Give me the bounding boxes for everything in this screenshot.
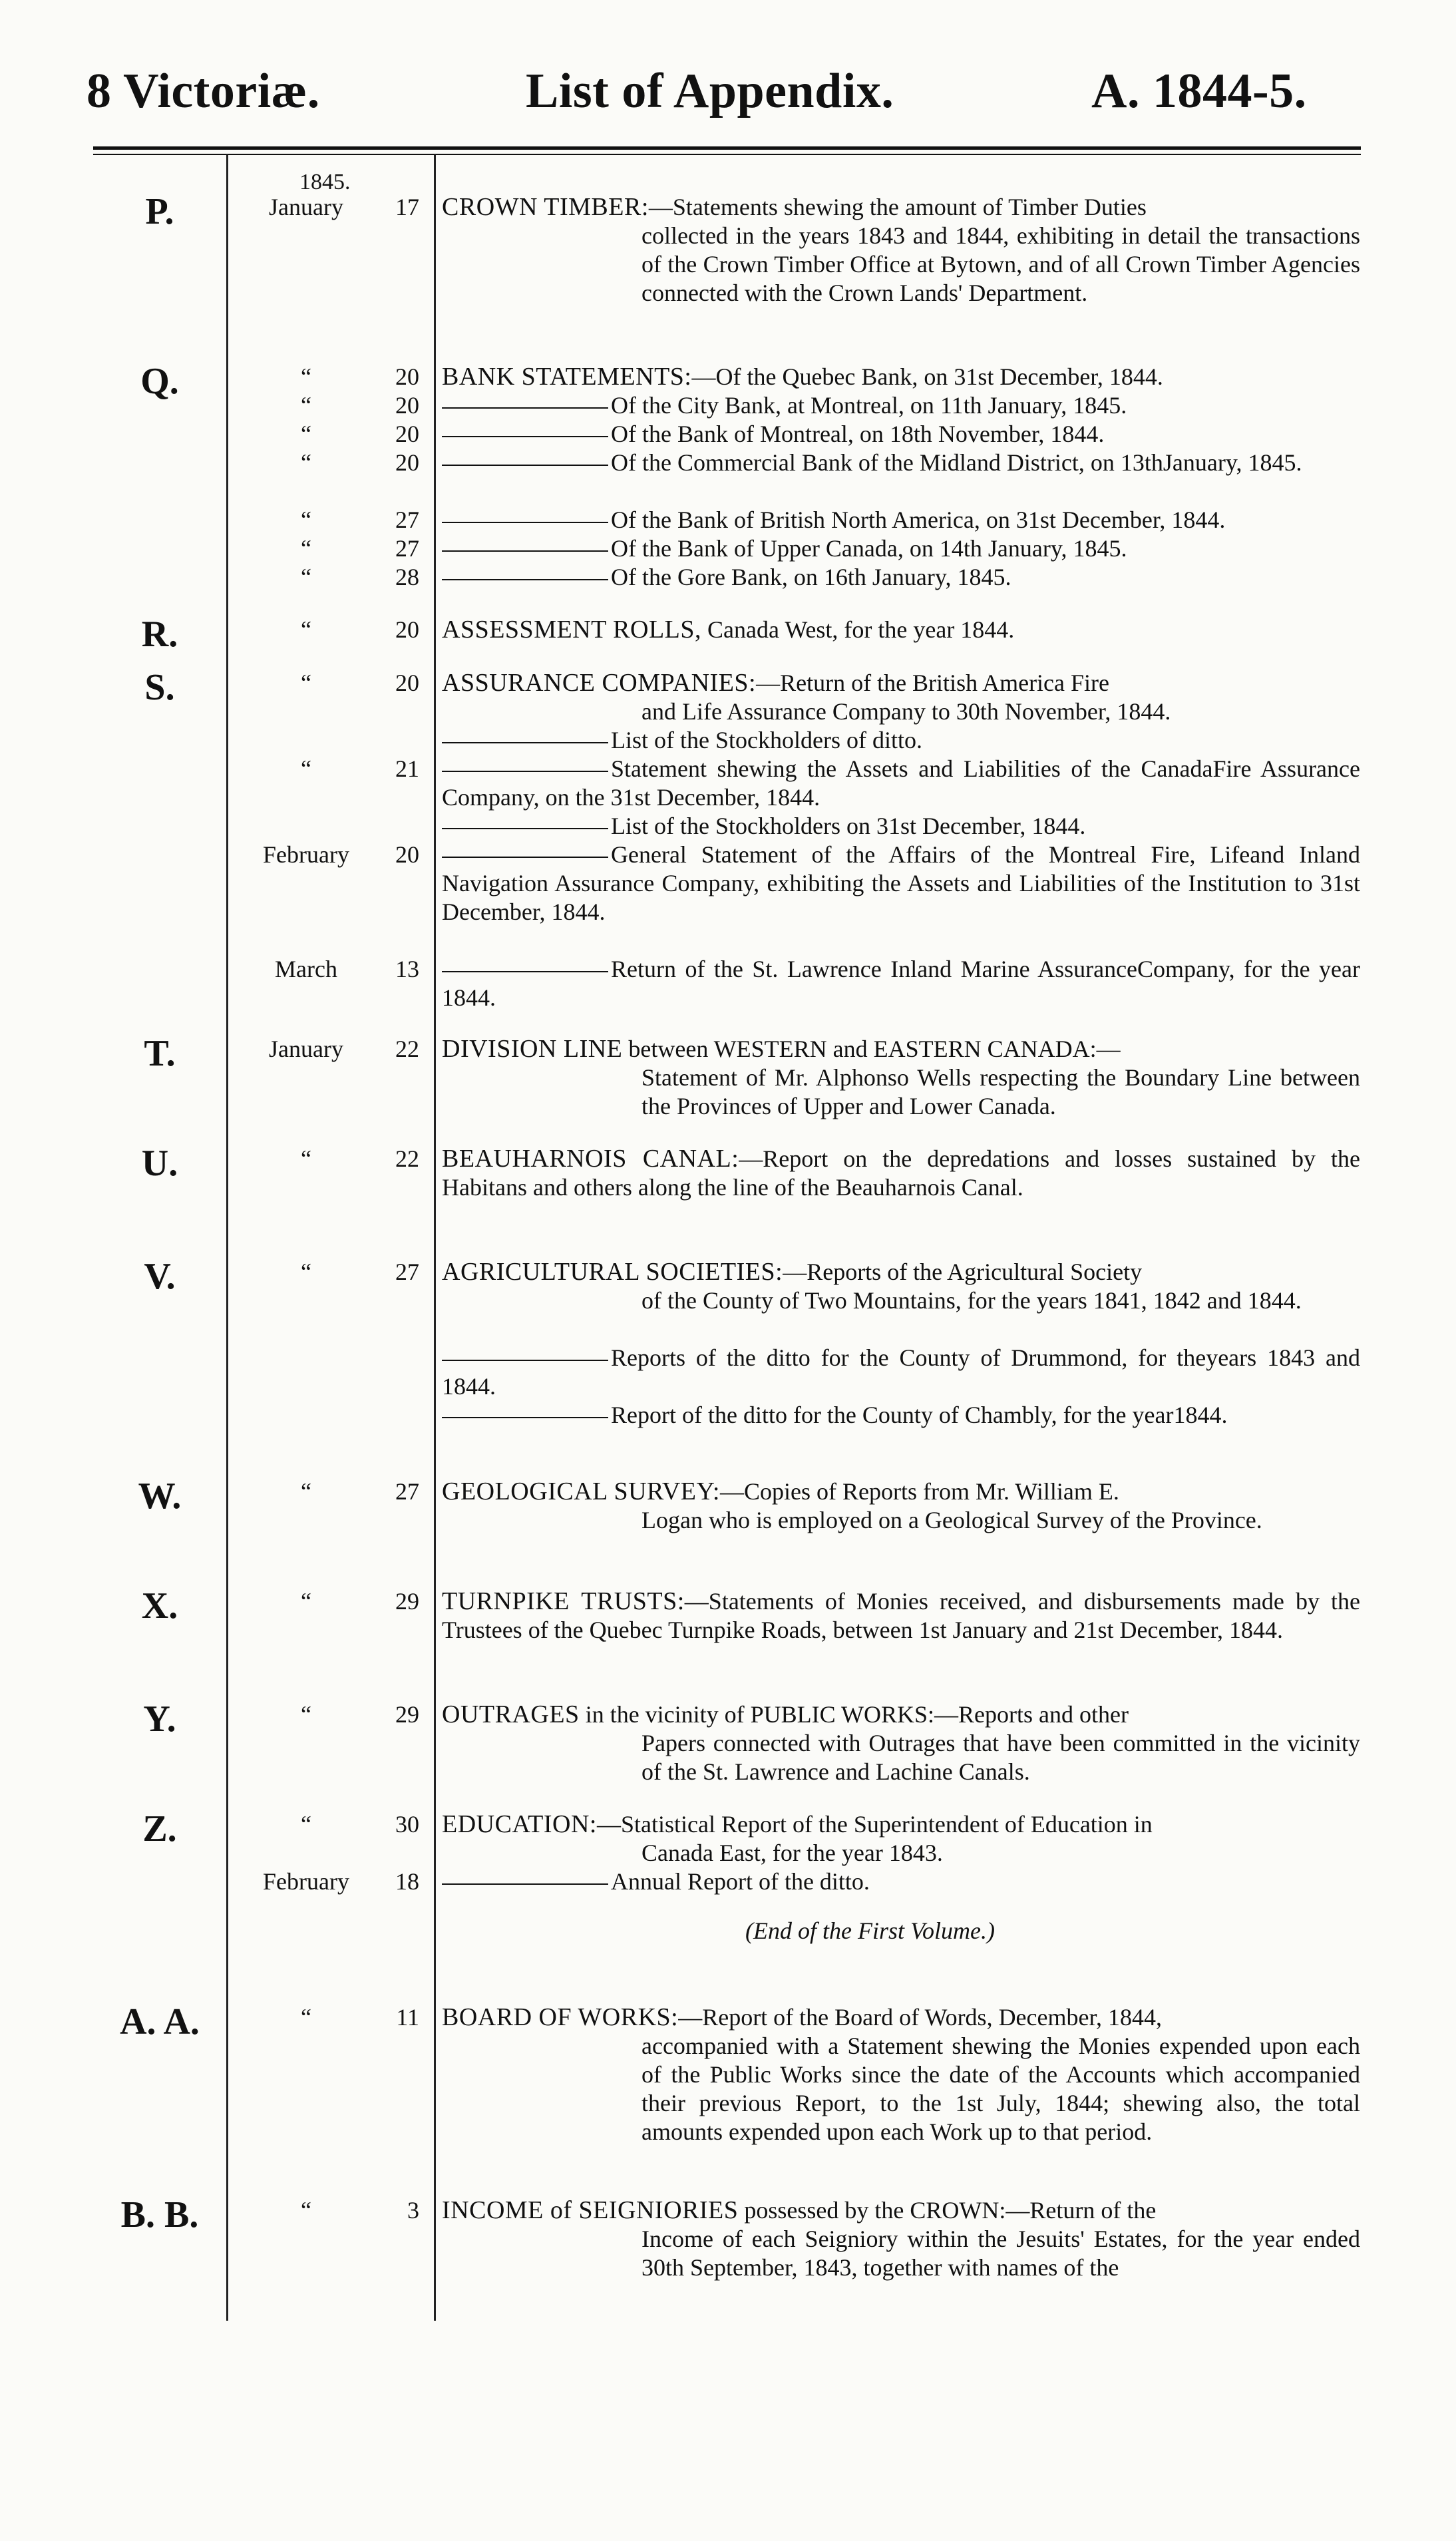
appendix-letter: Y.	[143, 1698, 176, 1740]
header-rule-thin	[93, 154, 1361, 155]
appendix-letter: A. A.	[120, 2001, 200, 2043]
appendix-letter: U.	[141, 1143, 178, 1184]
entry-text: BANK STATEMENTS:—Of the Quebec Bank, on 31st December, 1844.	[442, 363, 1163, 391]
end-of-volume-note: (End of the First Volume.)	[745, 1917, 995, 1944]
appendix-letter: W.	[138, 1475, 182, 1517]
page-header	[0, 63, 1456, 136]
entry-text: CROWN TIMBER:—Statements shewing the amount of Timber Duties collected in the years 1843 and 1844, exhibiting in detail the transactions of the Crown Timber Office at Bytown, and of all Crown Timber Agencies connected with the Crown Lands' Department.	[442, 193, 1360, 306]
appendix-letter: T.	[144, 1033, 176, 1074]
appendix-letter: S.	[144, 667, 175, 708]
volume-number: A. 1844-5.	[1091, 64, 1307, 118]
session-title: 8 Victoriæ.	[87, 64, 320, 118]
appendix-letter: X.	[141, 1585, 178, 1627]
appendix-letter: Q.	[140, 361, 179, 402]
page-title: List of Appendix.	[526, 64, 894, 118]
column-divider-letter	[226, 154, 228, 2321]
header-rule	[93, 146, 1361, 150]
appendix-letter: P.	[145, 191, 174, 232]
appendix-letter: R.	[141, 614, 178, 655]
appendix-letter: B. B.	[120, 2194, 199, 2236]
column-divider-date	[434, 154, 436, 2321]
year-label: 1845.	[299, 170, 351, 194]
appendix-letter: V.	[144, 1256, 176, 1297]
appendix-letter: Z.	[142, 1808, 177, 1850]
